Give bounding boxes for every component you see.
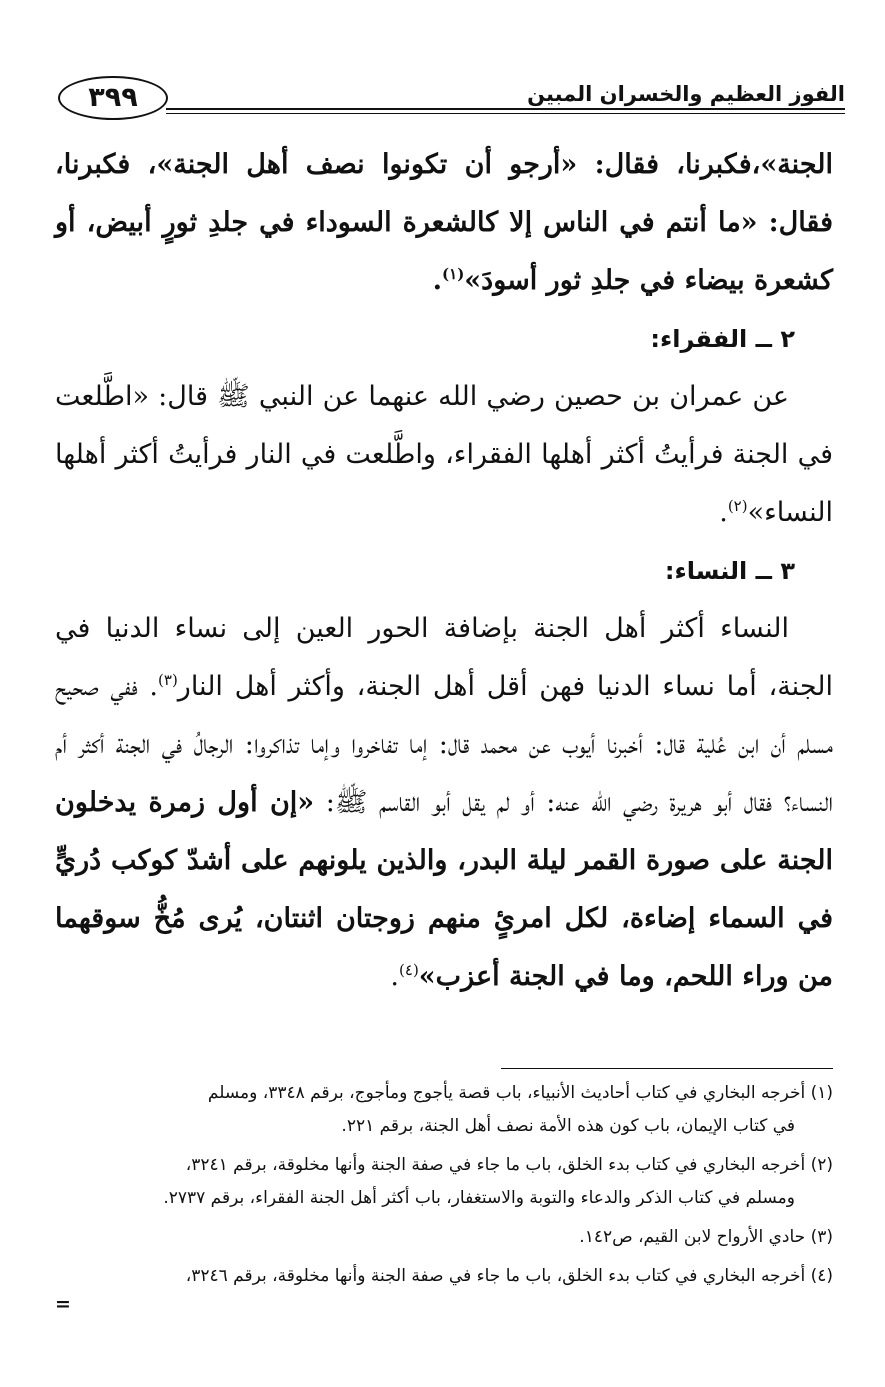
footnote-ref-4: (٤) — [399, 961, 419, 979]
paragraph-1 — [55, 136, 833, 310]
footnote-1 — [55, 1077, 833, 1143]
running-header-title: الفوز العظيم والخسران المبين — [527, 82, 845, 106]
footnote-ref-2: (٢) — [727, 497, 748, 515]
page-number: ٣٩٩ — [58, 76, 168, 120]
paragraph-3-rest: . ففي صحيح مسلم أن ابن عُلية قال: أخبرنا أيوب عن محمد قال: إما تفاخروا وإما تذاكروا: الرجالُ في الجنة أكثر أم النساء؟ فقال أبو هريرة رضي الله عنه: أو لم يقل أبو القاسم ﷺ: — [55, 671, 834, 818]
footnote-separator — [501, 1068, 833, 1069]
footnote-4 — [55, 1260, 833, 1293]
footnote-ref-3: (٣) — [158, 671, 178, 689]
footnote-2 — [55, 1149, 833, 1215]
running-header — [58, 70, 845, 130]
section-heading-poor: ٢ ــ الفقراء: — [650, 325, 795, 353]
hadith-quote: «إن أول زمرة يدخلون الجنة على صورة القمر ليلة البدر، والذين يلونهم على أشدّ كوكب دُريٍّ في السماء إضاءة، لكل امرئٍ منهم زوجتان اثنتان، يُرى مُخُّ سوقهما من وراء اللحم، وما في الجنة أعزب» — [55, 787, 833, 992]
paragraph-3 — [55, 600, 833, 1006]
paragraph-2 — [55, 368, 833, 542]
header-rule — [166, 108, 845, 114]
paragraph-2-end: . — [719, 497, 728, 528]
footnote-2-continuation: ومسلم في كتاب الذكر والدعاء والتوبة والاستغفار، باب أكثر أهل الجنة الفقراء، برقم ٢٧٣٧. — [163, 1188, 795, 1208]
paragraph-1-end: . — [432, 265, 443, 296]
footnotes — [55, 1077, 833, 1315]
section-heading-women: ٣ ــ النساء: — [664, 557, 795, 585]
main-text — [55, 136, 833, 1006]
footnote-2-text: (٢) أخرجه البخاري في كتاب بدء الخلق، باب ما جاء في صفة الجنة وأنها مخلوقة، برقم ٣٢٤١، — [185, 1155, 833, 1175]
footnote-4-text: (٤) أخرجه البخاري في كتاب بدء الخلق، باب ما جاء في صفة الجنة وأنها مخلوقة، برقم ٣٢٤٦، — [185, 1266, 833, 1286]
paragraph-2-text: عن عمران بن حصين رضي الله عنهما عن النبي ﷺ قال: «اطَّلعت في الجنة فرأيتُ أكثر أهلها الفقراء، واطَّلعت في النار فرأيتُ أكثر أهلها النساء» — [55, 381, 833, 528]
paragraph-3-text: النساء أكثر أهل الجنة بإضافة الحور العين إلى نساء الدنيا في الجنة، أما نساء الدنيا فهن أقل أهل الجنة، وأكثر أهل النار — [55, 613, 833, 702]
continuation-mark: = — [55, 1293, 71, 1315]
footnote-3-text: (٣) حادي الأرواح لابن القيم، ص١٤٢. — [579, 1227, 833, 1247]
footnote-1-continuation: في كتاب الإيمان، باب كون هذه الأمة نصف أهل الجنة، برقم ٢٢١. — [341, 1116, 795, 1136]
footnote-ref-1: (١) — [442, 265, 465, 283]
paragraph-3-end: . — [390, 961, 400, 992]
footnote-1-text: (١) أخرجه البخاري في كتاب أحاديث الأنبياء، باب قصة يأجوج ومأجوج، برقم ٣٣٤٨، ومسلم — [207, 1083, 833, 1103]
paragraph-1-text: الجنة»،فكبرنا، فقال: «أرجو أن تكونوا نصف أهل الجنة»، فكبرنا، فقال: «ما أنتم في الناس إلا كالشعرة السوداء في جلدِ ثورٍ أبيض، أو كشعرة بيضاء في جلدِ ثور أسودَ» — [55, 149, 833, 296]
footnote-3 — [55, 1221, 833, 1254]
